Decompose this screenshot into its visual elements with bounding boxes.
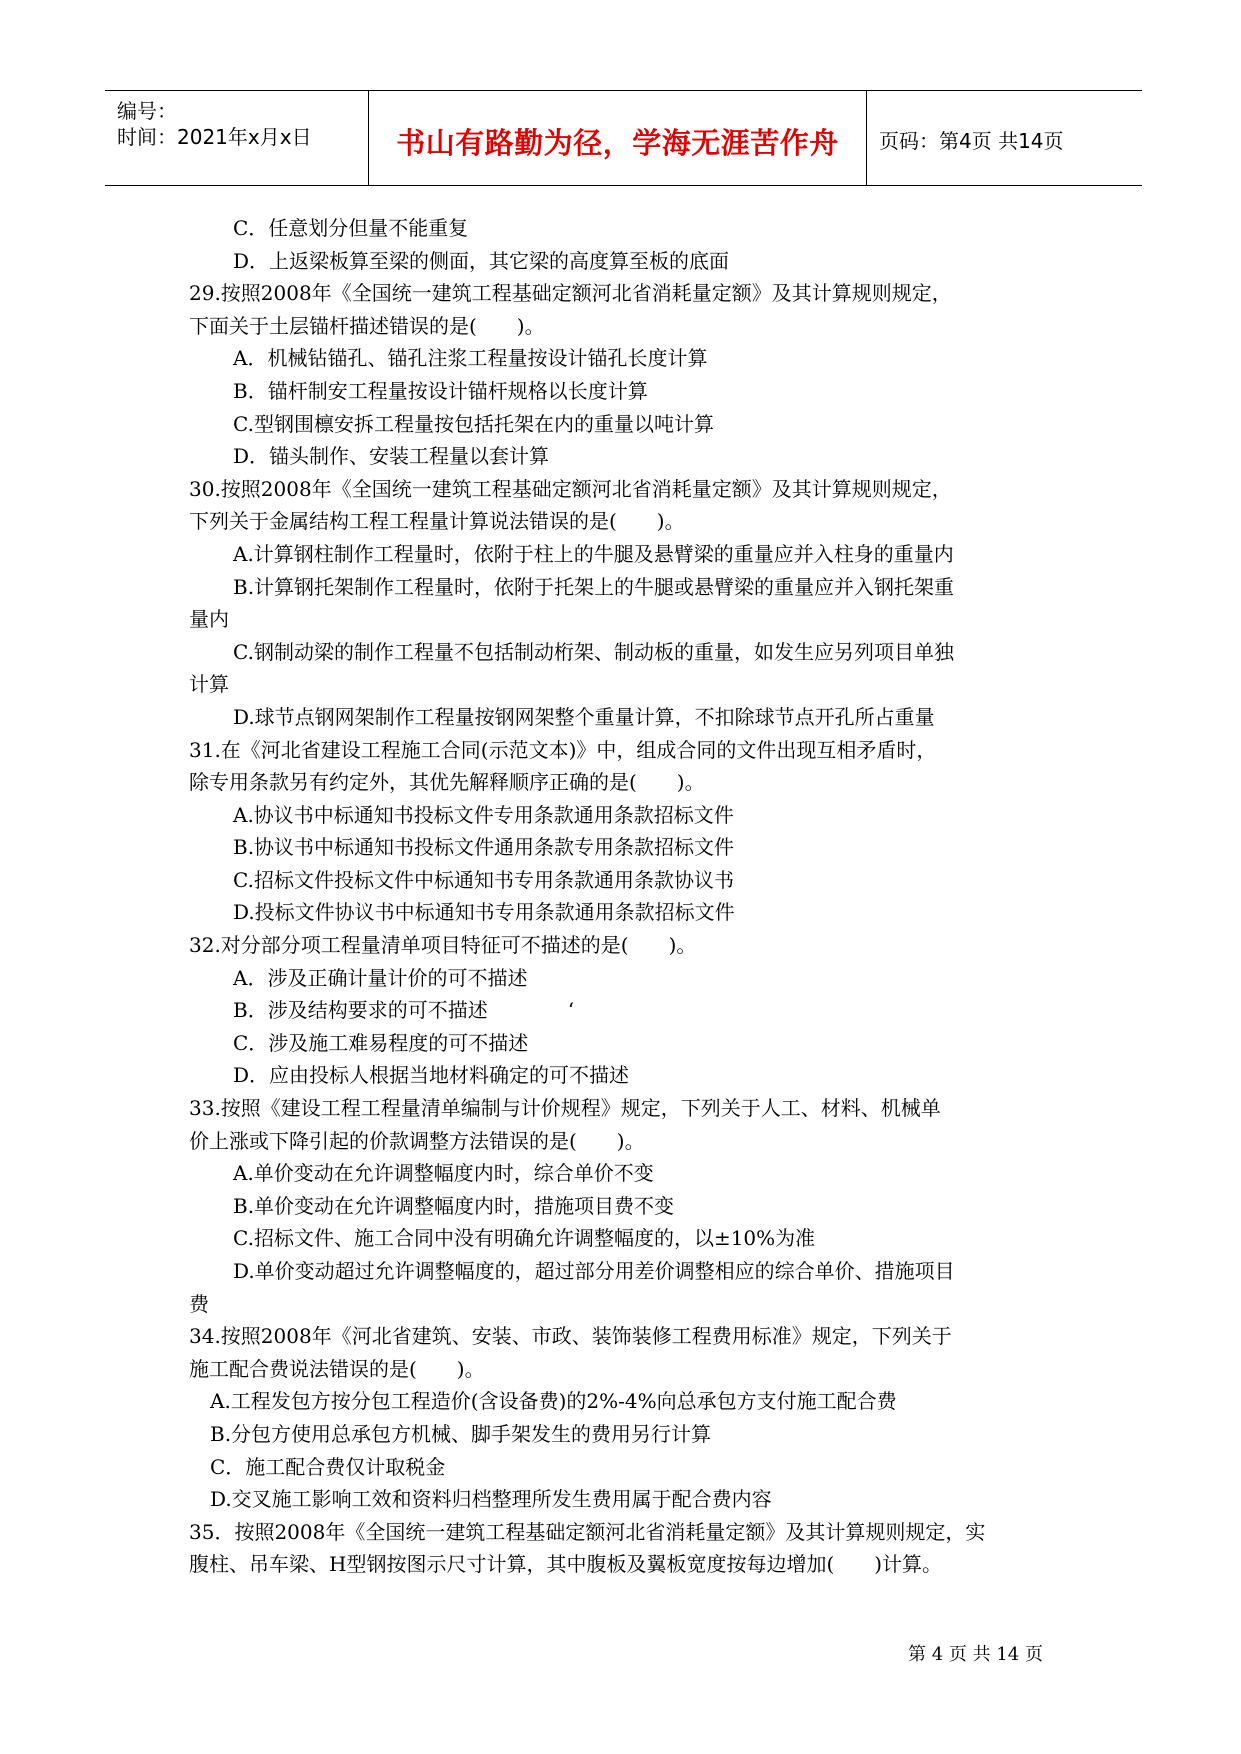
text-line: A．涉及正确计量计价的可不描述 bbox=[233, 965, 528, 990]
text-line: D．上返梁板算至梁的侧面，其它梁的高度算至板的底面 bbox=[233, 248, 730, 273]
text-line: 31.在《河北省建设工程施工合同(示范文本)》中，组成合同的文件出现互相矛盾时， bbox=[189, 737, 937, 762]
document-body bbox=[189, 212, 1069, 1581]
header-left-cell bbox=[105, 91, 369, 185]
text-line: C．任意划分但量不能重复 bbox=[233, 216, 469, 240]
text-line: A．机械钻锚孔、锚孔注浆工程量按设计锚孔长度计算 bbox=[233, 346, 708, 371]
text-line: 施工配合费说法错误的是( )。 bbox=[189, 1356, 485, 1381]
text-line: C．涉及施工难易程度的可不描述 bbox=[233, 1030, 529, 1055]
header-motto-cell bbox=[369, 91, 867, 185]
text-line: 35．按照2008年《全国统一建筑工程基础定额河北省消耗量定额》及其计算规则规定，实 bbox=[189, 1519, 986, 1544]
text-line: A.工程发包方按分包工程造价(含设备费)的2%-4%向总承包方支付施工配合费 bbox=[210, 1389, 897, 1414]
text-line: D.球节点钢网架制作工程量按钢网架整个重量计算，不扣除球节点开孔所占重量 bbox=[233, 704, 935, 729]
text-line: 33.按照《建设工程工程量清单编制与计价规程》规定，下列关于人工、材料、机械单 bbox=[189, 1096, 941, 1121]
text-line: D．锚头制作、安装工程量以套计算 bbox=[233, 444, 550, 469]
text-line: B.计算钢托架制作工程量时，依附于托架上的牛腿或悬臂梁的重量应并入钢托架重 bbox=[233, 574, 955, 599]
text-line: 价上涨或下降引起的价款调整方法错误的是( )。 bbox=[189, 1128, 645, 1153]
text-line: 计算 bbox=[189, 672, 229, 697]
text-line: D.交叉施工影响工效和资料归档整理所发生费用属于配合费内容 bbox=[210, 1487, 772, 1512]
time-label: 时间：2021年x月x日 bbox=[117, 125, 312, 149]
text-line: 下列关于金属结构工程工程量计算说法错误的是( )。 bbox=[189, 509, 685, 534]
text-line: A.协议书中标通知书投标文件专用条款通用条款招标文件 bbox=[233, 802, 734, 827]
text-line: C．施工配合费仅计取税金 bbox=[210, 1454, 446, 1479]
text-line: B.单价变动在允许调整幅度内时，措施项目费不变 bbox=[233, 1193, 675, 1218]
text-line: 量内 bbox=[189, 607, 229, 632]
text-line: B．锚杆制安工程量按设计锚杆规格以长度计算 bbox=[233, 378, 648, 403]
text-line: D.单价变动超过允许调整幅度的，超过部分用差价调整相应的综合单价、措施项目 bbox=[233, 1259, 955, 1283]
text-line: D.投标文件协议书中标通知书专用条款通用条款招标文件 bbox=[233, 900, 735, 925]
header-right-cell bbox=[867, 91, 1142, 185]
document-header bbox=[105, 90, 1142, 186]
text-line: 34.按照2008年《河北省建筑、安装、市政、装饰装修工程费用标准》规定，下列关于 bbox=[189, 1324, 952, 1349]
text-line: B.协议书中标通知书投标文件通用条款专用条款招标文件 bbox=[233, 835, 735, 860]
text-line: 下面关于土层锚杆描述错误的是( )。 bbox=[189, 313, 545, 338]
text-line: 29.按照2008年《全国统一建筑工程基础定额河北省消耗量定额》及其计算规则规定， bbox=[189, 281, 952, 306]
page-code: 页码：第4页 共14页 bbox=[879, 129, 1064, 153]
text-line: 除专用条款另有约定外，其优先解释顺序正确的是( )。 bbox=[189, 770, 705, 795]
header-motto: 书山有路勤为径，学海无涯苦作舟 bbox=[396, 126, 839, 160]
text-line: A.单价变动在允许调整幅度内时，综合单价不变 bbox=[233, 1161, 654, 1186]
text-line: 腹柱、吊车梁、H型钢按图示尺寸计算，其中腹板及翼板宽度按每边增加( )计算。 bbox=[189, 1552, 943, 1577]
text-line: B.分包方使用总承包方机械、脚手架发生的费用另行计算 bbox=[210, 1421, 712, 1446]
text-line: 32.对分部分项工程量清单项目特征可不描述的是( )。 bbox=[189, 933, 697, 958]
text-line: D．应由投标人根据当地材料确定的可不描述 bbox=[233, 1063, 630, 1088]
text-line: A.计算钢柱制作工程量时，依附于柱上的牛腿及悬臂梁的重量应并入柱身的重量内 bbox=[233, 541, 954, 566]
text-line: C.钢制动梁的制作工程量不包括制动桁架、制动板的重量，如发生应另列项目单独 bbox=[233, 639, 954, 664]
text-line: 费 bbox=[189, 1291, 209, 1316]
serial-number-label: 编号： bbox=[117, 99, 177, 123]
text-line: C.招标文件投标文件中标通知书专用条款通用条款协议书 bbox=[233, 867, 734, 892]
text-line: 30.按照2008年《全国统一建筑工程基础定额河北省消耗量定额》及其计算规则规定， bbox=[189, 476, 952, 501]
page-footer: 第 4 页 共 14 页 bbox=[908, 1644, 1043, 1665]
text-line: C.招标文件、施工合同中没有明确允许调整幅度的，以±10%为准 bbox=[233, 1226, 816, 1251]
text-line: C.型钢围檩安拆工程量按包括托架在内的重量以吨计算 bbox=[233, 411, 714, 436]
text-line: B．涉及结构要求的可不描述 ‘ bbox=[233, 998, 575, 1023]
